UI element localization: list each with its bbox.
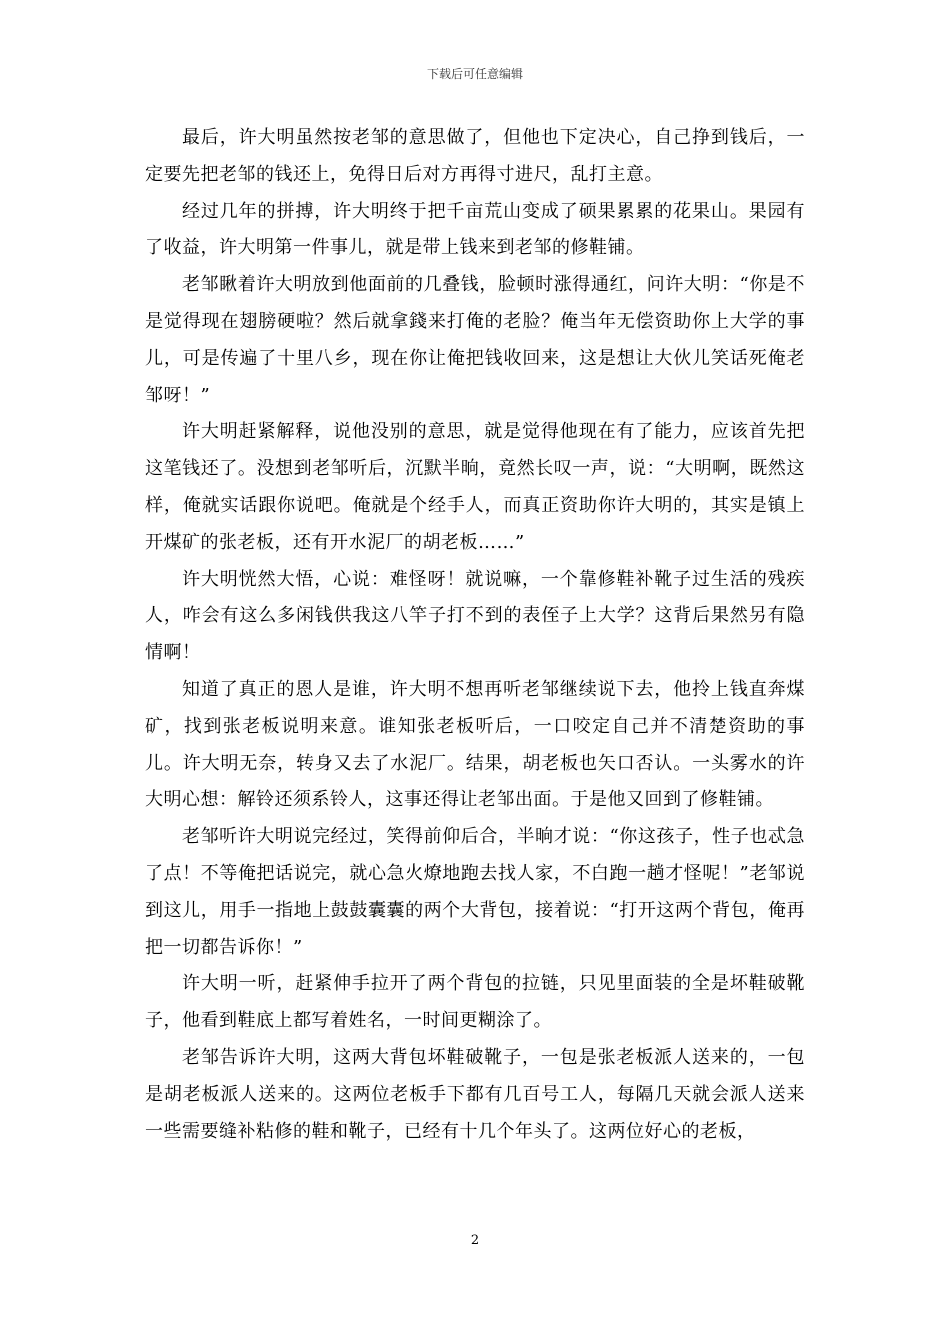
paragraph: 许大明赶紧解释，说他没别的意思，就是觉得他现在有了能力，应该首先把这笔钱还了。没想到老邹听后，沉默半晌，竟然长叹一声，说：“大明啊，既然这样，俺就实话跟你说吧。俺就是个经手人，而真正资助你许大明的，其实是镇上开煤矿的张老板，还有开水泥厂的胡老板……” <box>145 421 805 553</box>
paragraph: 老邹听许大明说完经过，笑得前仰后合，半晌才说：“你这孩子，性子也忒急了点！不等俺把话说完，就心急火燎地跑去找人家，不白跑一趟才怪呢！”老邹说到这儿，用手一指地上鼓鼓囊囊的两个大背包，接着说：“打开这两个背包，俺再把一切都告诉你！” <box>145 826 805 958</box>
page-header: 下载后可任意编辑 <box>426 67 523 81</box>
page-number: 2 <box>470 1233 480 1248</box>
paragraph: 老邹告诉许大明，这两大背包坏鞋破靴子，一包是张老板派人送来的，一包是胡老板派人送来的。这两位老板手下都有几百号工人，每隔几天就会派人送来一些需要缝补粘修的鞋和靴子，已经有十几个年头了。这两位好心的老板， <box>145 1046 805 1142</box>
paragraph: 许大明一听，赶紧伸手拉开了两个背包的拉链，只见里面装的全是坏鞋破靴子，他看到鞋底上都写着姓名，一时间更糊涂了。 <box>145 973 805 1032</box>
paragraph: 许大明恍然大悟，心说：难怪呀！就说嘛，一个靠修鞋补靴子过生活的残疾人，咋会有这么多闲钱供我这八竿子打不到的表侄子上大学？这背后果然另有隐情啊！ <box>145 568 805 664</box>
paragraph: 经过几年的拼搏，许大明终于把千亩荒山变成了硕果累累的花果山。果园有了收益，许大明第一件事儿，就是带上钱来到老邹的修鞋铺。 <box>145 200 805 259</box>
paragraph: 知道了真正的恩人是谁，许大明不想再听老邹继续说下去，他拎上钱直奔煤矿，找到张老板说明来意。谁知张老板听后，一口咬定自己并不清楚资助的事儿。许大明无奈，转身又去了水泥厂。结果，胡老板也矢口否认。一头雾水的许大明心想：解铃还须系铃人，这事还得让老邹出面。于是他又回到了修鞋铺。 <box>145 678 805 811</box>
document-body <box>145 120 805 1150</box>
paragraph: 老邹瞅着许大明放到他面前的几叠钱，脸顿时涨得通红，问许大明：“你是不是觉得现在翅膀硬啦？然后就拿錢来打俺的老脸？俺当年无偿资助你上大学的事儿，可是传遍了十里八乡，现在你让俺把钱收回来，这是想让大伙儿笑话死俺老邹呀！” <box>145 274 805 406</box>
paragraph: 最后，许大明虽然按老邹的意思做了，但他也下定决心，自己挣到钱后，一定要先把老邹的钱还上，免得日后对方再得寸进尺，乱打主意。 <box>145 127 805 185</box>
